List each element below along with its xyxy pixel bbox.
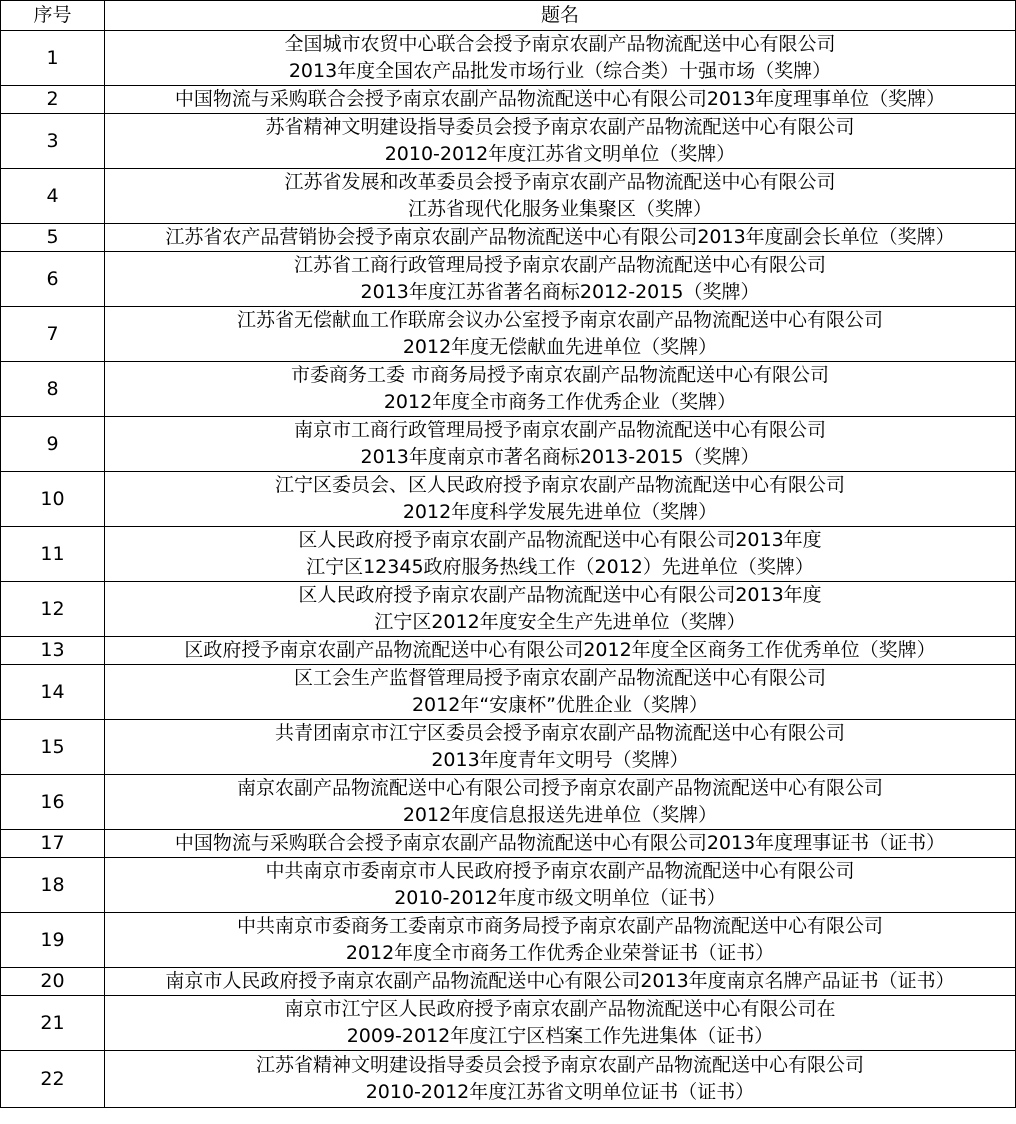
title-line: 南京农副产品物流配送中心有限公司授予南京农副产品物流配送中心有限公司 bbox=[236, 777, 883, 799]
title-line: 苏省精神文明建设指导委员会授予南京农副产品物流配送中心有限公司 bbox=[265, 116, 855, 138]
table-row bbox=[1, 472, 1016, 527]
title-line: 南京市工商行政管理局授予南京农副产品物流配送中心有限公司 bbox=[293, 419, 826, 441]
table-row bbox=[1, 830, 1016, 858]
title-line: 2009-2012年度江宁区档案工作先进集体（证书） bbox=[346, 1025, 774, 1047]
row-title bbox=[105, 417, 1016, 472]
table-body bbox=[1, 31, 1016, 1108]
title-line: 区工会生产监督管理局授予南京农副产品物流配送中心有限公司 bbox=[293, 667, 826, 689]
table-row bbox=[1, 31, 1016, 86]
title-line: 南京市江宁区人民政府授予南京农副产品物流配送中心有限公司在 bbox=[284, 998, 836, 1020]
table-row bbox=[1, 169, 1016, 224]
title-line: 2013年度全国农产品批发市场行业（综合类）十强市场（奖牌） bbox=[288, 60, 832, 82]
row-title bbox=[105, 86, 1016, 114]
row-number: 6 bbox=[1, 252, 105, 307]
title-line: 2013年度江苏省著名商标2012-2015（奖牌） bbox=[360, 281, 760, 303]
row-title bbox=[105, 362, 1016, 417]
row-title bbox=[105, 665, 1016, 720]
table-row bbox=[1, 527, 1016, 582]
row-number: 20 bbox=[1, 968, 105, 996]
row-title bbox=[105, 31, 1016, 86]
row-number: 3 bbox=[1, 114, 105, 169]
table-row bbox=[1, 858, 1016, 913]
title-line: 2012年“安康杯”优胜企业（奖牌） bbox=[411, 694, 709, 716]
row-title bbox=[105, 527, 1016, 582]
title-line: 2013年度青年文明号（奖牌） bbox=[431, 749, 689, 771]
table-row bbox=[1, 252, 1016, 307]
title-line: 市委商务工委 市商务局授予南京农副产品物流配送中心有限公司 bbox=[290, 364, 830, 386]
title-line: 2012年度无偿献血先进单位（奖牌） bbox=[402, 336, 718, 358]
row-number: 17 bbox=[1, 830, 105, 858]
row-number: 18 bbox=[1, 858, 105, 913]
column-header-title: 题名 bbox=[105, 1, 1016, 31]
row-number: 2 bbox=[1, 86, 105, 114]
table-row bbox=[1, 417, 1016, 472]
row-title bbox=[105, 252, 1016, 307]
table-row bbox=[1, 720, 1016, 775]
table-row bbox=[1, 637, 1016, 665]
table-row bbox=[1, 86, 1016, 114]
table-row bbox=[1, 913, 1016, 968]
row-number: 22 bbox=[1, 1051, 105, 1108]
row-number: 5 bbox=[1, 224, 105, 252]
title-line: 中共南京市委南京市人民政府授予南京农副产品物流配送中心有限公司 bbox=[265, 860, 855, 882]
row-title bbox=[105, 996, 1016, 1051]
row-number: 16 bbox=[1, 775, 105, 830]
row-number: 11 bbox=[1, 527, 105, 582]
title-line: 区人民政府授予南京农副产品物流配送中心有限公司2013年度 bbox=[298, 584, 822, 606]
title-line: 江宁区12345政府服务热线工作（2012）先进单位（奖牌） bbox=[306, 556, 814, 578]
title-line: 全国城市农贸中心联合会授予南京农副产品物流配送中心有限公司 bbox=[284, 33, 836, 55]
title-line: 江宁区委员会、区人民政府授予南京农副产品物流配送中心有限公司 bbox=[274, 474, 845, 496]
title-line: 中共南京市委商务工委南京市商务局授予南京农副产品物流配送中心有限公司 bbox=[236, 915, 883, 937]
table-row bbox=[1, 996, 1016, 1051]
title-line: 中国物流与采购联合会授予南京农副产品物流配送中心有限公司2013年度理事证书（证书） bbox=[174, 832, 946, 854]
table-row bbox=[1, 665, 1016, 720]
row-title bbox=[105, 169, 1016, 224]
title-line: 2010-2012年度市级文明单位（证书） bbox=[394, 887, 726, 909]
title-line: 2010-2012年度江苏省文明单位（奖牌） bbox=[384, 143, 736, 165]
title-line: 2012年度科学发展先进单位（奖牌） bbox=[402, 501, 718, 523]
row-title bbox=[105, 830, 1016, 858]
title-line: 2012年度全市商务工作优秀企业（奖牌） bbox=[383, 391, 737, 413]
title-line: 江苏省无偿献血工作联席会议办公室授予南京农副产品物流配送中心有限公司 bbox=[236, 309, 883, 331]
row-number: 8 bbox=[1, 362, 105, 417]
row-number: 7 bbox=[1, 307, 105, 362]
table-row bbox=[1, 224, 1016, 252]
row-number: 19 bbox=[1, 913, 105, 968]
title-line: 江苏省工商行政管理局授予南京农副产品物流配送中心有限公司 bbox=[293, 254, 826, 276]
row-number: 1 bbox=[1, 31, 105, 86]
row-title bbox=[105, 582, 1016, 637]
title-line: 江苏省现代化服务业集聚区（奖牌） bbox=[407, 198, 712, 220]
table-row bbox=[1, 582, 1016, 637]
title-line: 中国物流与采购联合会授予南京农副产品物流配送中心有限公司2013年度理事单位（奖牌） bbox=[174, 88, 946, 110]
title-line: 江苏省农产品营销协会授予南京农副产品物流配送中心有限公司2013年度副会长单位（奖牌） bbox=[165, 226, 955, 248]
row-number: 12 bbox=[1, 582, 105, 637]
row-number: 15 bbox=[1, 720, 105, 775]
row-number: 4 bbox=[1, 169, 105, 224]
row-title bbox=[105, 775, 1016, 830]
row-title bbox=[105, 858, 1016, 913]
title-line: 区政府授予南京农副产品物流配送中心有限公司2012年度全区商务工作优秀单位（奖牌） bbox=[184, 639, 936, 661]
title-line: 2012年度全市商务工作优秀企业荣誉证书（证书） bbox=[345, 942, 775, 964]
title-line: 2010-2012年度江苏省文明单位证书（证书） bbox=[365, 1081, 755, 1103]
title-line: 南京市人民政府授予南京农副产品物流配送中心有限公司2013年度南京名牌产品证书（证书） bbox=[165, 970, 955, 992]
table-row bbox=[1, 362, 1016, 417]
table-row bbox=[1, 1051, 1016, 1108]
row-title bbox=[105, 913, 1016, 968]
row-title bbox=[105, 224, 1016, 252]
title-line: 共青团南京市江宁区委员会授予南京农副产品物流配送中心有限公司 bbox=[274, 722, 845, 744]
row-title bbox=[105, 968, 1016, 996]
row-number: 9 bbox=[1, 417, 105, 472]
title-line: 江宁区2012年度安全生产先进单位（奖牌） bbox=[374, 611, 746, 633]
column-header-number: 序号 bbox=[1, 1, 105, 31]
table-row bbox=[1, 968, 1016, 996]
title-line: 江苏省发展和改革委员会授予南京农副产品物流配送中心有限公司 bbox=[284, 171, 836, 193]
title-line: 2012年度信息报送先进单位（奖牌） bbox=[402, 804, 718, 826]
title-line: 2013年度南京市著名商标2013-2015（奖牌） bbox=[360, 446, 760, 468]
table-row bbox=[1, 307, 1016, 362]
row-title bbox=[105, 1051, 1016, 1108]
table-row bbox=[1, 114, 1016, 169]
row-number: 21 bbox=[1, 996, 105, 1051]
row-title bbox=[105, 114, 1016, 169]
row-title bbox=[105, 637, 1016, 665]
row-title bbox=[105, 307, 1016, 362]
table-row bbox=[1, 775, 1016, 830]
title-line: 江苏省精神文明建设指导委员会授予南京农副产品物流配送中心有限公司 bbox=[255, 1054, 864, 1076]
row-number: 13 bbox=[1, 637, 105, 665]
row-number: 10 bbox=[1, 472, 105, 527]
header-row bbox=[1, 1, 1016, 31]
row-title bbox=[105, 472, 1016, 527]
title-line: 区人民政府授予南京农副产品物流配送中心有限公司2013年度 bbox=[298, 529, 822, 551]
row-number: 14 bbox=[1, 665, 105, 720]
row-title bbox=[105, 720, 1016, 775]
